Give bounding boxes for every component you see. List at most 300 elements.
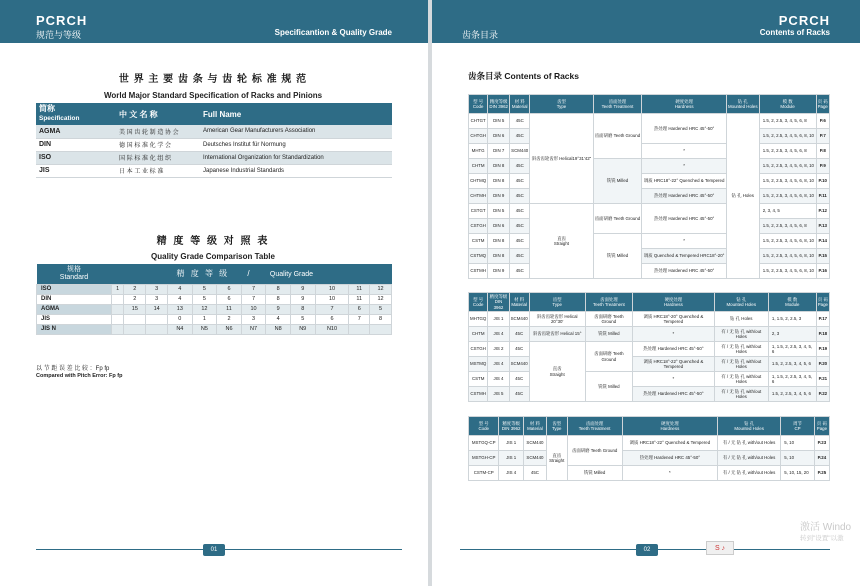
rack-din: DIN 9 [488, 189, 510, 204]
grade-cell: 7 [241, 294, 266, 304]
rack-material: 45C [510, 204, 530, 219]
rack-page[interactable]: P.6 [816, 114, 829, 129]
standard-abbr: ISO [36, 151, 116, 164]
col-header-cn: 模 数 [787, 296, 798, 302]
col-header-en: Type [556, 104, 567, 109]
rack-din: JIS 1 [499, 436, 524, 451]
rack-din: DIN 8 [488, 234, 510, 249]
grade-cell [112, 304, 124, 314]
rack-din: JIS 4 [488, 357, 509, 372]
pitch-note-en: Compared with Pitch Error: Fp fp [36, 373, 123, 379]
col-header [718, 417, 781, 436]
col-header-cn: 齿型 [557, 98, 566, 104]
rack-page[interactable]: P.19 [816, 342, 829, 357]
col-header-en: Module [785, 302, 800, 307]
rack-module: 1.5, 2, 2.5, 3, 4, 5, 6, 8, 10 [759, 264, 816, 279]
rack-module: 1.5, 2, 2.5, 3, 4, 5, 6, 8 [759, 144, 816, 159]
rack-row [469, 342, 830, 357]
rack-table-header [469, 95, 830, 114]
rack-treatment: 铣铣 Milled [585, 372, 632, 402]
rack-page[interactable]: P.10 [816, 174, 829, 189]
col-header [499, 417, 524, 436]
rack-module: 1.5, 2, 2.5, 3, 4, 5, 6 [768, 357, 816, 372]
standard-full-name: American Gear Manufacturers Association [200, 125, 392, 138]
rack-material: 45C [510, 114, 530, 129]
rack-row [469, 249, 830, 264]
standards-title-en: World Major Standard Specification of Racks and Pinions [103, 91, 323, 100]
rack-row [469, 144, 830, 159]
rack-page[interactable]: P.15 [816, 249, 829, 264]
rack-module: 1.5, 2, 2.5, 3, 4, 5, 6, 8, 10 [759, 159, 816, 174]
rack-code: MHTG [469, 144, 488, 159]
col-header-cn: 型 号 [478, 420, 489, 426]
rack-mount-holes: 钻 孔 Holes [726, 114, 759, 279]
rack-treatment: 齿面研磨 Teeth Ground [567, 436, 622, 466]
col-header-cn: 齿面处理 [600, 296, 618, 302]
col-header-cn: 精度等级 [489, 294, 508, 300]
grade-cell: 10 [315, 294, 349, 304]
grade-cell: 7 [241, 284, 266, 294]
type-cn: 直齿 [557, 235, 566, 241]
grade-cell: 7 [349, 314, 370, 324]
rack-page[interactable]: P.24 [814, 451, 829, 466]
right-header-bar [432, 0, 860, 43]
grade-cell: 1 [112, 284, 124, 294]
rack-hardness: 热处理 Hardened HRC 45°-50° [633, 342, 715, 357]
col-header [759, 95, 816, 114]
rack-mount-holes: 有 / 无 钻 孔 with/out Holes [714, 357, 768, 372]
grade-standard-name: AGMA [37, 304, 112, 314]
col-header-en: Mounted Holes [726, 302, 757, 307]
rack-cp: 5, 10 [781, 451, 815, 466]
right-page-number: 02 [636, 544, 658, 556]
rack-code: CHTMH [469, 189, 488, 204]
col-header-en: Type [551, 426, 562, 431]
rack-table-header [469, 293, 830, 312]
col-abbr-en: Specification [39, 114, 80, 122]
type-cn: 直齿 [552, 452, 562, 458]
rack-din: JIS 4 [488, 372, 509, 387]
rack-treatment: 铣铣 Milled [585, 327, 632, 342]
grade-cell: 10 [241, 304, 266, 314]
rack-hardness: * [642, 144, 726, 159]
standards-header-row [36, 103, 392, 125]
rack-mount-holes: 有 / 无 钻 孔 with/out Holes [714, 372, 768, 387]
col-header [814, 417, 829, 436]
rack-row [469, 327, 830, 342]
grades-title-cn: 精 度 等 级 对 照 表 [156, 236, 270, 247]
rack-mount-holes: 有 / 无 钻 孔 with/out Holes [718, 436, 781, 451]
rack-code: CSTMH [469, 387, 488, 402]
rack-material: 45C [509, 342, 529, 357]
rack-row [469, 114, 830, 129]
rack-page[interactable]: P.25 [814, 466, 829, 481]
grade-table [36, 264, 392, 335]
rack-row [469, 234, 830, 249]
col-header-en: Teeth Treatment [578, 426, 611, 431]
rack-din: JIS 4 [488, 327, 509, 342]
rack-din: JIS 2 [488, 342, 509, 357]
rack-page[interactable]: P.8 [816, 144, 829, 159]
left-header-en: Specificantion & Quality Grade [274, 28, 392, 37]
col-header-cn: 钻 孔 [736, 296, 747, 302]
pitch-note-cn: 以 节 距 误 差 比 较 ：Fp fp [36, 366, 110, 372]
rack-module: 1, 1.5, 2, 2.5, 3, 4, 5, 6 [768, 372, 816, 387]
brand-logo: PCRCH [778, 13, 830, 28]
col-header-cn: 齿面处理 [585, 420, 604, 426]
rack-module: 2, 3, 4, 5 [759, 204, 816, 219]
grade-cell: 4 [168, 284, 193, 294]
rack-hardness: 热处理 Hardened HRC 45°-50° [622, 451, 717, 466]
grade-cell: 8 [370, 314, 392, 324]
ime-toolbar-icon[interactable]: S ♪ [706, 541, 734, 555]
rack-page[interactable]: P.14 [816, 234, 829, 249]
rack-row [469, 372, 830, 387]
rack-row [469, 312, 830, 327]
grade-row [37, 284, 392, 294]
grade-cell [370, 324, 392, 334]
rack-page[interactable]: P.11 [816, 189, 829, 204]
rack-hardness: * [622, 466, 717, 481]
col-header-cn: 页 码 [816, 420, 827, 426]
standard-abbr: JIS [36, 164, 116, 177]
rack-treatment: 铣铣 Milled [593, 159, 642, 204]
col-header-cn: 模 数 [782, 98, 793, 104]
rack-din: JIS 1 [488, 312, 509, 327]
brand-logo: PCRCH [36, 13, 88, 28]
col-header [714, 293, 768, 312]
grade-cell: 14 [146, 304, 168, 314]
col-header-en: DIN 3962 [493, 299, 504, 310]
grade-cell: 9 [266, 304, 291, 314]
rack-page[interactable]: P.17 [816, 312, 829, 327]
grade-cell [146, 324, 168, 334]
grade-cell: 3 [241, 314, 266, 324]
col-header [585, 293, 632, 312]
col-header [530, 95, 593, 114]
rack-row [469, 357, 830, 372]
rack-din: DIN 8 [488, 174, 510, 189]
standard-full-name: Deutsches Institut für Normung [200, 138, 392, 151]
col-header [622, 417, 717, 436]
col-header-cn: 齿面处理 [608, 98, 627, 104]
col-header [593, 95, 642, 114]
rack-page[interactable]: P.22 [816, 387, 829, 402]
rack-mount-holes: 有 / 无 钻 孔 with/out Holes [718, 451, 781, 466]
rack-material: 45C [509, 387, 529, 402]
rack-treatment: 齿面研磨 Teeth Ground [593, 204, 642, 234]
col-header-en: Material [511, 104, 528, 109]
col-header-en: Code [472, 104, 484, 109]
grade-cell: 10 [315, 284, 349, 294]
left-header-cn: 规范与等级 [36, 30, 82, 40]
rack-page[interactable]: P.20 [816, 357, 829, 372]
col-header-en: Code [478, 426, 489, 431]
grade-cell: 9 [290, 284, 315, 294]
rack-module: 1, 1.5, 2, 2.5, 3 [768, 312, 816, 327]
col-grade-en: Quality Grade [269, 271, 314, 279]
col-header-en: Type [552, 302, 562, 307]
col-header-en: Teeth Treatment [601, 104, 634, 109]
col-header-en: Hardness [674, 104, 694, 109]
rack-material: 45C [510, 234, 530, 249]
rack-din: JIS 5 [488, 387, 509, 402]
rack-row [469, 451, 830, 466]
rack-module: 1.5, 2, 2.5, 3, 4, 5, 6, 8, 10 [759, 129, 816, 144]
rack-module: 1.5, 2, 2.5, 3, 4, 5, 6, 8, 10 [759, 234, 816, 249]
rack-hardness: 调质 HRC18°-22° Quenched & Tempered [642, 174, 726, 189]
contents-title: 齿条目录 Contents of Racks [468, 71, 579, 81]
col-header-en: Hardness [663, 302, 683, 307]
grade-standard-name: JIS [37, 314, 112, 324]
col-header [633, 293, 715, 312]
rack-code: CSTGT [469, 204, 488, 219]
col-header-en: Mounted Holes [734, 426, 764, 431]
grade-header-row [37, 264, 392, 284]
grade-cell: 12 [370, 294, 392, 304]
grade-cell: 8 [266, 284, 291, 294]
standards-title-cn: 世 界 主 要 齿 条 与 齿 轮 标 准 规 范 [118, 74, 308, 85]
col-header-en: Module [780, 104, 795, 109]
right-header-en: Contents of Racks [759, 28, 830, 37]
rack-row [469, 466, 830, 481]
col-header [469, 417, 499, 436]
rack-din: DIN 9 [488, 264, 510, 279]
rack-hardness: 热处理 Hardened HRC 45°-50° [642, 264, 726, 279]
grade-cell: 2 [124, 294, 146, 304]
col-header-cn: 硬度处理 [675, 98, 693, 104]
col-header-cn: 齿型 [552, 420, 562, 426]
rack-hardness: 调质 HRC18°-20° Quenched & Tempered [633, 312, 715, 327]
rack-material: 45C [510, 129, 530, 144]
rack-page[interactable]: P.21 [816, 372, 829, 387]
rack-hardness: * [633, 327, 715, 342]
col-header-cn: 型 号 [473, 296, 484, 302]
rack-din: DIN 5 [488, 204, 510, 219]
col-std-cn: 规格 [67, 266, 81, 274]
rack-hardness: 调质 Quenched & Tempered HRC18°-20° [642, 249, 726, 264]
left-header-bar [0, 0, 428, 43]
rack-type: 斜齿齿轮齿形 Helical19°31'42" [530, 114, 593, 204]
rack-page[interactable]: P.7 [816, 129, 829, 144]
grade-row [37, 324, 392, 334]
rack-page[interactable]: P.9 [816, 159, 829, 174]
col-header-en: Page [816, 426, 828, 431]
grade-cell: 11 [349, 284, 370, 294]
grade-cell: 5 [370, 304, 392, 314]
grade-cell [349, 324, 370, 334]
grade-cell: 15 [124, 304, 146, 314]
rack-code: MSTMQ [469, 357, 488, 372]
col-header-en: Page [817, 104, 828, 109]
grade-cell: N9 [290, 324, 315, 334]
rack-row [469, 436, 830, 451]
col-header [509, 293, 529, 312]
rack-code: CHTM [469, 159, 488, 174]
standard-cn-name: 德 国 标 准 化 学 会 [116, 138, 200, 151]
rack-module: 1.5, 2, 2.5, 3, 4, 5, 6 [768, 387, 816, 402]
rack-code: CSTMQ [469, 249, 488, 264]
col-header-en: Hardness [660, 426, 680, 431]
rack-din: DIN 8 [488, 159, 510, 174]
grade-cell: 11 [349, 294, 370, 304]
grade-cell: N7 [241, 324, 266, 334]
col-header [726, 95, 759, 114]
grade-cell: 8 [290, 304, 315, 314]
rack-material: SCM440 [523, 436, 546, 451]
grade-cell: 4 [168, 294, 193, 304]
rack-code: CSTM-CP [469, 466, 499, 481]
rack-treatment: 齿面研磨 Teeth Ground [593, 114, 642, 159]
rack-material: SCM440 [523, 451, 546, 466]
grade-row [37, 294, 392, 304]
activation-watermark-line1: 激活 Windo [800, 522, 852, 533]
grade-cell [124, 324, 146, 334]
grade-cell: N10 [315, 324, 349, 334]
standard-abbr: AGMA [36, 125, 116, 138]
rack-material: 45C [510, 264, 530, 279]
grade-cell [124, 314, 146, 324]
col-header-cn: 硬度处理 [661, 420, 679, 426]
grade-cell: 13 [168, 304, 193, 314]
rack-cp: 5, 10 [781, 436, 815, 451]
right-header-cn: 齿条目录 [462, 30, 499, 40]
rack-page[interactable]: P.13 [816, 219, 829, 234]
rack-hardness: 热处理 Hardened HRC 45°-50° [642, 204, 726, 234]
rack-material: 45C [523, 466, 546, 481]
col-header-cn: 页 码 [817, 296, 828, 302]
rack-page[interactable]: P.23 [814, 436, 829, 451]
rack-code: CHTGH [469, 129, 488, 144]
rack-din: DIN 8 [488, 249, 510, 264]
grade-cell: 7 [315, 304, 349, 314]
grade-cell: 6 [217, 294, 242, 304]
rack-row [469, 264, 830, 279]
rack-module: 1.5, 2, 2.5, 3, 4, 5, 6, 8, 10 [759, 249, 816, 264]
rack-material: 45C [510, 219, 530, 234]
col-header-cn: 材 料 [529, 420, 540, 426]
col-header-cn: 钻 孔 [737, 98, 748, 104]
rack-row [469, 189, 830, 204]
type-en: Straight [549, 371, 565, 377]
rack-material: 45C [510, 159, 530, 174]
rack-table-jis [468, 292, 830, 402]
rack-type [546, 436, 567, 481]
rack-treatment: 铣铣 Milled [593, 234, 642, 279]
col-grade-sep: / [247, 269, 252, 279]
rack-type: 斜齿齿轮齿形 Helical 20°30' [529, 312, 585, 327]
col-header-en: Material [527, 426, 543, 431]
type-en: Straight [549, 458, 565, 463]
rack-material: 45C [509, 327, 529, 342]
rack-hardness: 热处理 Hardened HRC 45°-50° [642, 114, 726, 144]
col-grade-cn: 精 度 等 级 [176, 269, 230, 279]
col-header [488, 95, 510, 114]
standard-cn-name: 国 际 标 准 化 组 织 [116, 151, 200, 164]
grade-cell [112, 314, 124, 324]
grade-cell [112, 324, 124, 334]
col-header [469, 95, 488, 114]
col-header-en: DIN 3962 [489, 104, 508, 109]
col-header-cn: 周节 [793, 420, 802, 426]
rack-type [530, 204, 593, 279]
standard-row [36, 138, 392, 151]
rack-module: 1.5, 2, 2.5, 3, 4, 5, 6, 8, 10 [759, 189, 816, 204]
rack-din: DIN 6 [488, 129, 510, 144]
col-header-en: Material [511, 302, 527, 307]
col-header [642, 95, 726, 114]
type-en: Straight [553, 241, 570, 246]
rack-material: SCM440 [509, 357, 529, 372]
col-header [768, 293, 816, 312]
grade-cell: 2 [124, 284, 146, 294]
grade-cell: 9 [290, 294, 315, 304]
rack-din: DIN 6 [488, 219, 510, 234]
grade-cell: 5 [290, 314, 315, 324]
col-header [523, 417, 546, 436]
col-header [816, 95, 829, 114]
standards-table [36, 103, 392, 178]
standard-cn-name: 日 本 工 业 标 准 [116, 164, 200, 177]
rack-row [469, 387, 830, 402]
grade-cell: 12 [192, 304, 217, 314]
standard-row [36, 151, 392, 164]
rack-code: MSTGH-CP [469, 451, 499, 466]
col-header [469, 293, 488, 312]
col-header [816, 293, 829, 312]
col-header [488, 293, 509, 312]
rack-din: JIS 4 [499, 466, 524, 481]
col-header-cn: 硬度处理 [664, 296, 683, 302]
col-header-en: Mounted Holes [727, 104, 758, 109]
rack-page[interactable]: P.16 [816, 264, 829, 279]
rack-module: 1, 1.5, 2, 2.5, 3, 4, 5, 6 [768, 342, 816, 357]
rack-material: 45C [509, 372, 529, 387]
rack-material: 45C [510, 174, 530, 189]
left-page-number: 01 [203, 544, 225, 556]
col-header [529, 293, 585, 312]
col-header [567, 417, 622, 436]
rack-hardness: 热处理 Hardened HRC 45°-50° [642, 189, 726, 204]
grade-cell: 6 [315, 314, 349, 324]
rack-din: DIN 7 [488, 144, 510, 159]
rack-page[interactable]: P.18 [816, 327, 829, 342]
activation-watermark-line2: 转到"设置"以激 [800, 535, 844, 542]
rack-type [529, 342, 585, 402]
grades-title-en: Quality Grade Comparison Table [151, 252, 275, 261]
rack-row [469, 159, 830, 174]
grade-cell [112, 294, 124, 304]
grade-cell: 4 [266, 314, 291, 324]
rack-code: CSTM [469, 372, 488, 387]
col-header-cn: 型 号 [473, 98, 484, 104]
rack-din: DIN 5 [488, 114, 510, 129]
rack-mount-holes: 钻 孔 Holes [714, 312, 768, 327]
page-gutter [428, 0, 432, 586]
rack-row [469, 204, 830, 219]
rack-module: 1.5, 2, 2.5, 3, 4, 5, 6, 8 [759, 114, 816, 129]
rack-mount-holes: 有 / 无 钻 孔 with/out Holes [714, 387, 768, 402]
col-cn-name: 中 文 名 称 [116, 103, 200, 125]
rack-code: CSTMH [469, 264, 488, 279]
rack-page[interactable]: P.12 [816, 204, 829, 219]
col-abbr-cn: 简称 [39, 104, 55, 114]
rack-cp: 5, 10, 15, 20 [781, 466, 815, 481]
rack-din: JIS 1 [499, 451, 524, 466]
standard-abbr: DIN [36, 138, 116, 151]
rack-code: MSTGQ-CP [469, 436, 499, 451]
grade-cell: 3 [146, 284, 168, 294]
